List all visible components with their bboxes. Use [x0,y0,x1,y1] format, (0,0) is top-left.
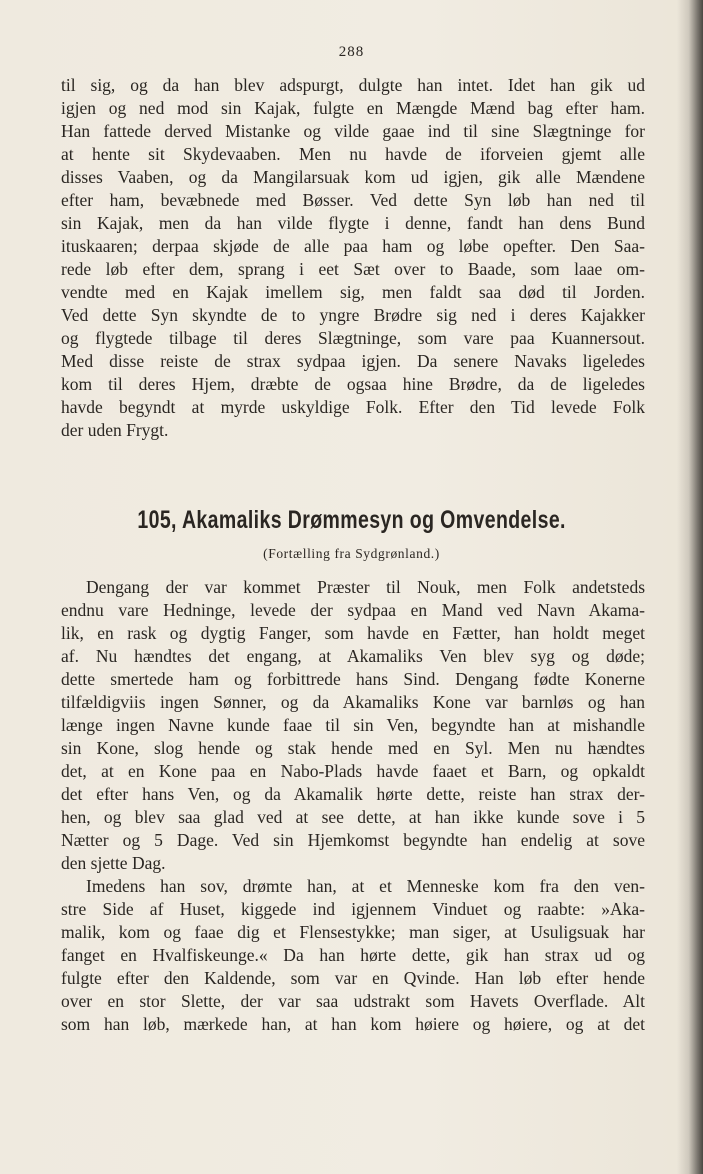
text-line: af. Nu hændtes det engang, at Akamaliks Ven blev syg og døde; [61,646,645,666]
text-line: fanget en Hvalfiskeunge.« Da han hørte dette, gik han strax ud og [61,945,645,965]
page-number: 288 [338,44,365,60]
text-line: der uden Frygt. [61,420,169,440]
text-line: sin Kone, slog hende og stak hende med en Syl. Men nu hændtes [61,738,645,758]
text-line: Han fattede derved Mistanke og vilde gaae ind til sine Slægtninge for [61,121,645,141]
text-line: længe ingen Navne kunde faae til sin Ven, begyndte han at mishandle [61,715,645,735]
text-line: stre Side af Huset, kiggede ind igjennem Vinduet og raabte: »Aka- [61,899,645,919]
text-line: endnu vare Hedninge, levede der sydpaa en Mand ved Navn Akama- [61,600,645,620]
story-heading: 105, Akamaliks Drømmesyn og Omvendelse. [137,506,566,534]
text-line: disses Vaaben, og da Mangilarsuak kom ud igjen, gik alle Mændene [61,167,645,187]
text-line: det, at en Kone paa en Nabo-Plads havde faaet et Barn, og opkaldt [61,761,645,781]
text-line: tilfældigviis ingen Sønner, og da Akamaliks Kone var barnløs og han [61,692,645,712]
text-line: og flygtede tilbage til deres Slægtninge, som vare paa Kuannersout. [61,328,645,348]
text-line: kom til deres Hjem, dræbte de ogsaa hine Brødre, da de ligeledes [61,374,645,394]
text-line: igjen og ned mod sin Kajak, fulgte en Mængde Mænd bag efter ham. [61,98,645,118]
text-line: Imedens han sov, drømte han, at et Menneske kom fra den ven- [86,876,645,896]
text-line: til sig, og da han blev adspurgt, dulgte han intet. Idet han gik ud [61,75,645,95]
text-line: Ved dette Syn skyndte de to yngre Brødre sig ned i deres Kajakker [61,305,645,325]
text-line: hen, og blev saa glad ved at see dette, at han ikke kunde sove i 5 [61,807,645,827]
continuation-paragraph [61,74,645,442]
text-line: over en stor Slette, der var saa udstrakt som Havets Overflade. Alt [61,991,645,1011]
text-line: lik, en rask og dygtig Fanger, som havde en Fætter, han holdt meget [61,623,645,643]
text-line: havde begyndt at myrde uskyldige Folk. Efter den Tid levede Folk [61,397,645,417]
text-line: det efter hans Ven, og da Akamalik hørte dette, reiste han strax der- [61,784,645,804]
text-line: ituskaaren; derpaa skjøde de alle paa ham og løbe opefter. Den Saa- [61,236,645,256]
text-line: rede løb efter dem, sprang i eet Sæt over to Baade, som laae om- [61,259,645,279]
text-line: at hente sit Skydevaaben. Men nu havde de iforveien gjemt alle [61,144,645,164]
text-line: den sjette Dag. [61,853,166,873]
story-subheading: (Fortælling fra Sydgrønland.) [263,546,440,561]
story-text [61,576,645,1036]
text-line: sin Kajak, men da han vilde flygte i denne, fandt han dens Bund [61,213,645,233]
text-line: Med disse reiste de strax sydpaa igjen. Da senere Navaks ligeledes [61,351,645,371]
text-line: som han løb, mærkede han, at han kom høiere og høiere, og at det [61,1014,645,1034]
text-line: efter ham, bevæbnede med Bøsser. Ved dette Syn løb han ned til [61,190,645,210]
page-edge-shadow [677,0,703,1174]
text-line: dette smertede ham og forbittrede hans Sind. Dengang fødte Konerne [61,669,645,689]
text-line: Nætter og 5 Dage. Ved sin Hjemkomst begyndte han endelig at sove [61,830,645,850]
text-line: Dengang der var kommet Præster til Nouk, men Folk andetsteds [86,577,645,597]
text-line: malik, kom og faae dig et Flensestykke; man siger, at Usuligsuak har [61,922,645,942]
text-line: vendte med en Kajak imellem sig, men faldt saa død til Jorden. [61,282,645,302]
text-line: fulgte efter den Kaldende, som var en Qvinde. Han løb efter hende [61,968,645,988]
